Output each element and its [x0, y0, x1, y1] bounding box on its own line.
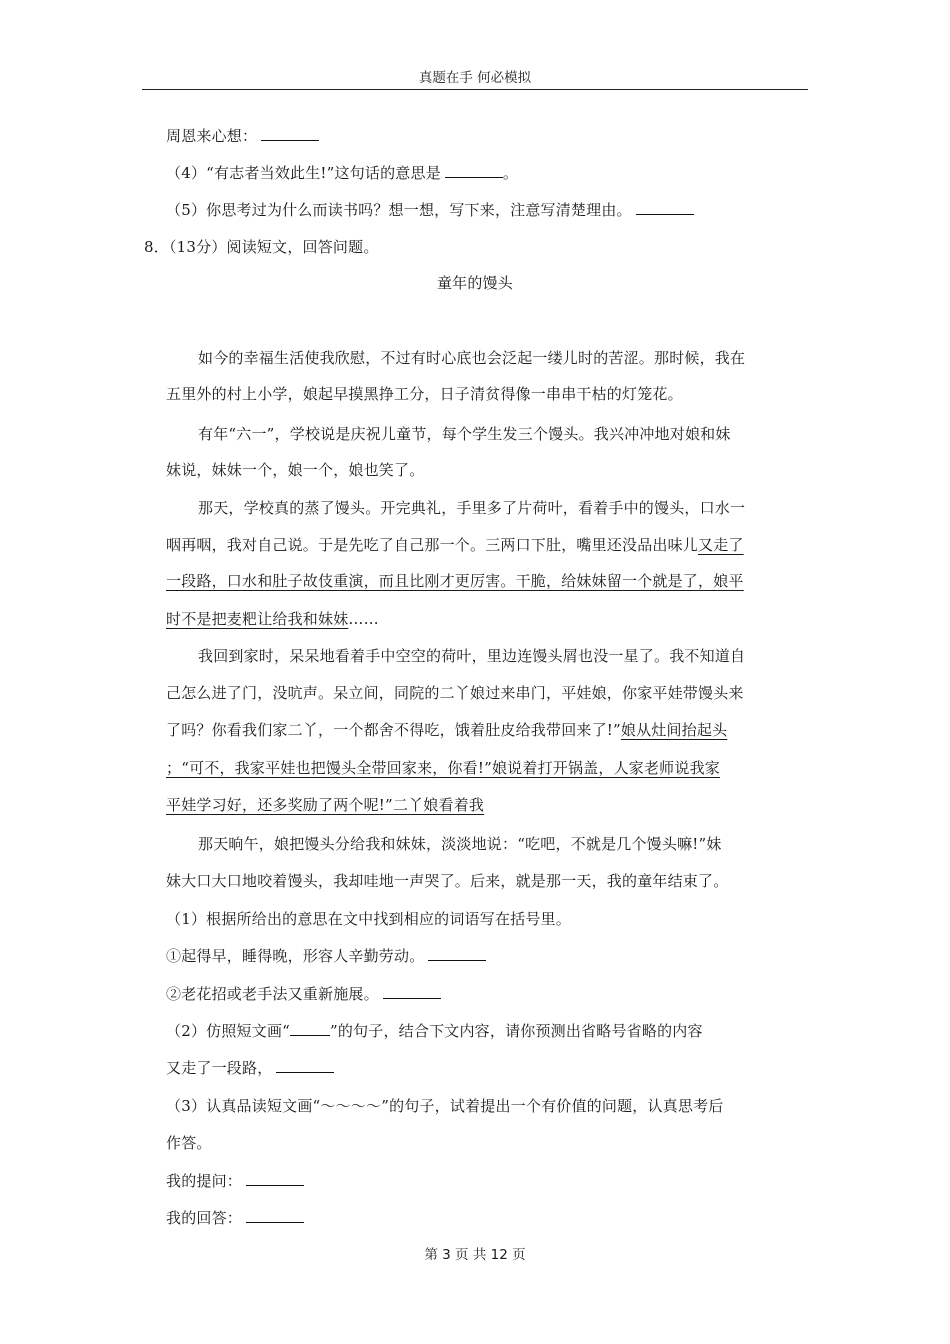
q8-sub1-b-text: ②老花招或老手法又重新施展。 — [166, 985, 379, 1003]
answer-line — [166, 1208, 304, 1228]
underline-sample — [290, 1021, 330, 1036]
p1-line-1: 如今的幸福生活使我欣慰，不过有时心底也会泛起一缕儿时的苦涩。那时候，我在 — [198, 349, 746, 367]
answer-blank-sub5[interactable] — [636, 200, 694, 215]
q7-sub4-text: （4）“有志者当效此生!”这句话的意思是 — [166, 164, 441, 182]
underlined-wavy-start: 娘从灶间抬起头 — [620, 721, 728, 739]
q8-heading: 8．（13分）阅读短文，回答问题。 — [144, 238, 379, 256]
q8-sub3-line-2: 作答。 — [166, 1134, 212, 1152]
answer-label: 我的回答： — [166, 1209, 243, 1227]
ask-line — [166, 1171, 304, 1191]
p2-line-1: 有年“六一”，学校说是庆祝儿童节，每个学生发三个馒头。我兴冲冲地对娘和妹 — [198, 425, 731, 443]
p3-line-4 — [166, 609, 379, 629]
answer-blank-sub1-b[interactable] — [383, 984, 441, 999]
answer-blank-zhou[interactable] — [261, 126, 319, 141]
q8-sub2-answer-line — [166, 1058, 334, 1078]
q7-sub4-end: 。 — [502, 164, 519, 182]
p3-line-2-text: 咽再咽，我对自己说。于是先吃了自己那一个。三两口下肚，嘴里还没品出味儿 — [166, 536, 699, 554]
q8-sub1-a-text: ①起得早，睡得晚，形容人辛勤劳动。 — [166, 947, 425, 965]
p3-line-3-underlined: 一段路，口水和肚子故伎重演，而且比刚才更厉害。干脆，给妹妹留一个就是了，娘平 — [166, 572, 744, 590]
p3-line-1: 那天，学校真的蒸了馒头。开完典礼，手里多了片荷叶，看着手中的馒头，口水一 — [198, 499, 746, 517]
q8-sub2-pre: （2）仿照短文画“ — [166, 1022, 291, 1040]
p4-line-3 — [166, 720, 727, 740]
passage-title: 童年的馒头 — [436, 274, 513, 292]
q8-sub2-post: ”的句子，结合下文内容，请你预测出省略号省略的内容 — [330, 1022, 703, 1040]
p3-line-2 — [166, 535, 744, 555]
answer-blank-sub1-a[interactable] — [428, 946, 486, 961]
header-rule — [142, 89, 808, 90]
underlined-sentence-start: 又走了 — [698, 536, 744, 554]
answer-blank-answer[interactable] — [246, 1208, 304, 1223]
ellipsis: …… — [348, 610, 379, 628]
q8-sub3-line-1: （3）认真品读短文画“～～～～”的句子，试着提出一个有价值的问题，认真思考后 — [166, 1097, 724, 1115]
ask-label: 我的提问： — [166, 1172, 243, 1190]
answer-blank-sub2[interactable] — [276, 1058, 334, 1073]
p4-line-5-underlined: 平娃学习好，还多奖励了两个呢!”二丫娘看着我 — [166, 796, 485, 814]
q8-sub2-prompt: 又走了一段路， — [166, 1059, 273, 1077]
q8-sub1-b-line — [166, 984, 441, 1004]
page-footer: 第 3 页 共 12 页 — [424, 1247, 526, 1263]
p4-line-4-underlined: ；“可不，我家平娃也把馒头全带回家来，你看!”娘说着打开锅盖，人家老师说我家 — [166, 759, 720, 777]
p2-line-2: 妹说，妹妹一个，娘一个，娘也笑了。 — [166, 461, 425, 479]
q8-sub2-line — [166, 1021, 703, 1041]
q7-sub5-text: （5）你思考过为什么而读书吗？想一想，写下来，注意写清楚理由。 — [166, 201, 632, 219]
q8-sub1: （1）根据所给出的意思在文中找到相应的词语写在括号里。 — [166, 910, 571, 928]
p4-line-2: 己怎么进了门，没吭声。呆立间，同院的二丫娘过来串门，平娃娘，你家平娃带馒头来 — [166, 684, 744, 702]
p4-line-1: 我回到家时，呆呆地看着手中空空的荷叶，里边连馒头屑也没一星了。我不知道自 — [198, 647, 746, 665]
q7-sub4-line — [166, 163, 518, 183]
p5-line-1: 那天晌午，娘把馒头分给我和妹妹，淡淡地说：“吃吧，不就是几个馒头嘛!”妹 — [198, 835, 722, 853]
q7-sub5-line — [166, 200, 694, 220]
underlined-sentence-end: 时不是把麦粑让给我和妹妹 — [166, 610, 349, 628]
q8-sub1-a-line — [166, 946, 486, 966]
answer-blank-sub4[interactable] — [445, 163, 503, 178]
zhou-label: 周恩来心想： — [166, 127, 258, 145]
page-header: 真题在手 何必模拟 — [418, 70, 532, 86]
answer-blank-ask[interactable] — [246, 1171, 304, 1186]
p4-line-3-text: 了吗？你看我们家二丫，一个都舍不得吃，饿着肚皮给我带回来了!” — [166, 721, 621, 739]
p1-line-2: 五里外的村上小学，娘起早摸黑挣工分，日子清贫得像一串串干枯的灯笼花。 — [166, 385, 683, 403]
p5-line-2: 妹大口大口地咬着馒头，我却哇地一声哭了。后来，就是那一天，我的童年结束了。 — [166, 872, 729, 890]
q7-zhou-line — [166, 126, 319, 146]
